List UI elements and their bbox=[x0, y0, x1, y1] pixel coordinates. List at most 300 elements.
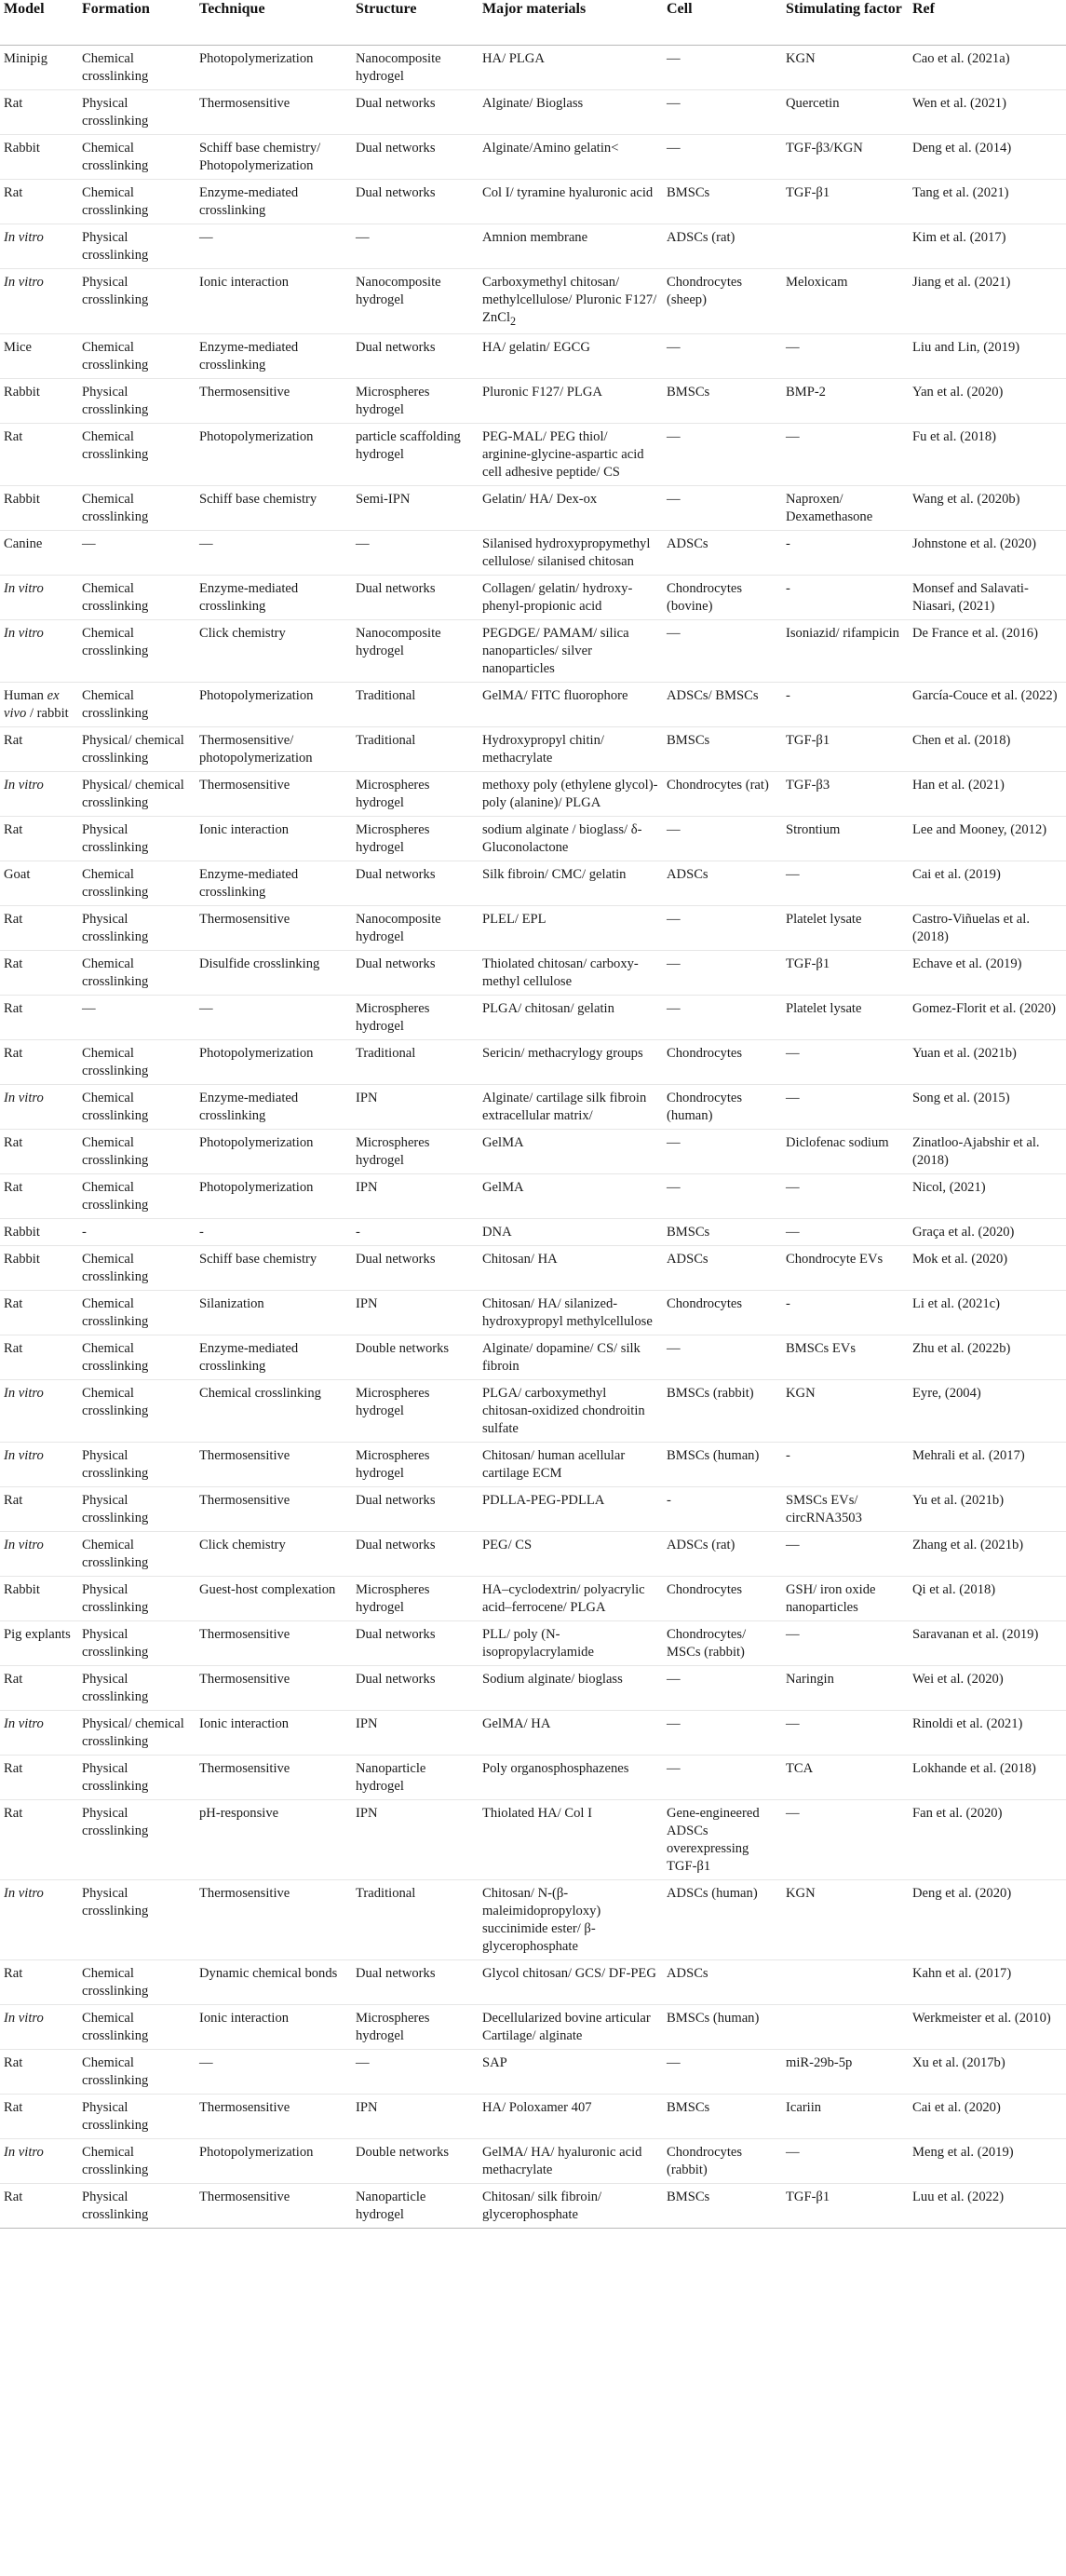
technique-cell: Thermosensitive bbox=[196, 2184, 352, 2229]
stimulating-factor-cell: — bbox=[782, 1532, 909, 1577]
structure-cell: IPN bbox=[352, 1291, 479, 1335]
model-cell: Rat bbox=[0, 1800, 78, 1880]
table-row bbox=[0, 1291, 1066, 1335]
technique-cell: Click chemistry bbox=[196, 620, 352, 683]
table-row bbox=[0, 906, 1066, 951]
stimulating-factor-cell: Diclofenac sodium bbox=[782, 1130, 909, 1174]
table-row bbox=[0, 772, 1066, 817]
technique-cell: Photopolymerization bbox=[196, 683, 352, 727]
table-row bbox=[0, 996, 1066, 1040]
stimulating-factor-cell: KGN bbox=[782, 1880, 909, 1960]
table-row bbox=[0, 379, 1066, 424]
stimulating-factor-cell: Chondrocyte EVs bbox=[782, 1246, 909, 1291]
model-cell: Canine bbox=[0, 531, 78, 576]
model-cell: In vitro bbox=[0, 2005, 78, 2050]
model-cell: Rat bbox=[0, 1130, 78, 1174]
stimulating-factor-cell: Isoniazid/ rifampicin bbox=[782, 620, 909, 683]
stimulating-factor-cell: KGN bbox=[782, 1380, 909, 1443]
ref-cell: Graça et al. (2020) bbox=[909, 1219, 1066, 1246]
technique-cell: Photopolymerization bbox=[196, 1130, 352, 1174]
table-row bbox=[0, 531, 1066, 576]
formation-cell: Chemical crosslinking bbox=[78, 1174, 196, 1219]
ref-cell: Rinoldi et al. (2021) bbox=[909, 1711, 1066, 1756]
cell-type-cell: ADSCs bbox=[663, 531, 782, 576]
cell-type-cell: — bbox=[663, 2050, 782, 2095]
model-cell: Rat bbox=[0, 951, 78, 996]
formation-cell: Chemical crosslinking bbox=[78, 2050, 196, 2095]
structure-cell: Dual networks bbox=[352, 1621, 479, 1666]
table-row bbox=[0, 1335, 1066, 1380]
formation-cell: Physical crosslinking bbox=[78, 2184, 196, 2229]
cell-type-cell: BMSCs bbox=[663, 179, 782, 224]
table-row bbox=[0, 1711, 1066, 1756]
materials-cell: Alginate/ dopamine/ CS/ silk fibroin bbox=[479, 1335, 663, 1380]
ref-cell: Johnstone et al. (2020) bbox=[909, 531, 1066, 576]
formation-cell: — bbox=[78, 996, 196, 1040]
technique-cell: Click chemistry bbox=[196, 1532, 352, 1577]
cell-type-cell: Chondrocytes bbox=[663, 1291, 782, 1335]
technique-cell: Enzyme-mediated crosslinking bbox=[196, 1085, 352, 1130]
ref-cell: Jiang et al. (2021) bbox=[909, 268, 1066, 334]
formation-cell: Chemical crosslinking bbox=[78, 1335, 196, 1380]
table-row bbox=[0, 727, 1066, 772]
materials-cell: Chitosan/ human acellular cartilage ECM bbox=[479, 1443, 663, 1487]
ref-cell: Mehrali et al. (2017) bbox=[909, 1443, 1066, 1487]
technique-cell: Schiff base chemistry bbox=[196, 486, 352, 531]
table-row bbox=[0, 683, 1066, 727]
table-row bbox=[0, 576, 1066, 620]
structure-cell: Microspheres hydrogel bbox=[352, 2005, 479, 2050]
structure-cell: Double networks bbox=[352, 2139, 479, 2184]
table-row bbox=[0, 1800, 1066, 1880]
model-cell: In vitro bbox=[0, 224, 78, 268]
technique-cell: Thermosensitive bbox=[196, 1880, 352, 1960]
ref-cell: Deng et al. (2014) bbox=[909, 134, 1066, 179]
model-cell: In vitro bbox=[0, 1443, 78, 1487]
ref-cell: Han et al. (2021) bbox=[909, 772, 1066, 817]
stimulating-factor-cell: BMP-2 bbox=[782, 379, 909, 424]
model-cell: Rabbit bbox=[0, 1219, 78, 1246]
model-cell: Rat bbox=[0, 1174, 78, 1219]
ref-cell: Yu et al. (2021b) bbox=[909, 1487, 1066, 1532]
materials-cell: Carboxymethyl chitosan/ methylcellulose/ Pluronic F127/ ZnCl$_2$ bbox=[479, 268, 663, 334]
structure-cell: Microspheres hydrogel bbox=[352, 772, 479, 817]
structure-cell: IPN bbox=[352, 2095, 479, 2139]
technique-cell: — bbox=[196, 531, 352, 576]
technique-cell: Schiff base chemistry/ Photopolymerization bbox=[196, 134, 352, 179]
structure-cell: Microspheres hydrogel bbox=[352, 996, 479, 1040]
ref-cell: Castro-Viñuelas et al. (2018) bbox=[909, 906, 1066, 951]
technique-cell: Thermosensitive bbox=[196, 906, 352, 951]
table-row bbox=[0, 134, 1066, 179]
formation-cell: Chemical crosslinking bbox=[78, 134, 196, 179]
materials-cell: Sodium alginate/ bioglass bbox=[479, 1666, 663, 1711]
formation-cell: — bbox=[78, 531, 196, 576]
model-cell: In vitro bbox=[0, 1532, 78, 1577]
structure-cell: Dual networks bbox=[352, 951, 479, 996]
structure-cell: IPN bbox=[352, 1800, 479, 1880]
table-row bbox=[0, 1756, 1066, 1800]
formation-cell: Physical crosslinking bbox=[78, 1621, 196, 1666]
structure-cell: Microspheres hydrogel bbox=[352, 1380, 479, 1443]
cell-type-cell: — bbox=[663, 334, 782, 379]
cell-type-cell: — bbox=[663, 817, 782, 861]
cell-type-cell: — bbox=[663, 1711, 782, 1756]
technique-cell: Ionic interaction bbox=[196, 1711, 352, 1756]
ref-cell: Wen et al. (2021) bbox=[909, 89, 1066, 134]
header-cell: Cell bbox=[663, 0, 782, 45]
materials-cell: Collagen/ gelatin/ hydroxy-phenyl-propionic acid bbox=[479, 576, 663, 620]
materials-cell: PDLLA-PEG-PDLLA bbox=[479, 1487, 663, 1532]
cell-type-cell: — bbox=[663, 996, 782, 1040]
formation-cell: Physical/ chemical crosslinking bbox=[78, 1711, 196, 1756]
stimulating-factor-cell: TGF-β3 bbox=[782, 772, 909, 817]
ref-cell: Eyre, (2004) bbox=[909, 1380, 1066, 1443]
table-row bbox=[0, 45, 1066, 89]
technique-cell: pH-responsive bbox=[196, 1800, 352, 1880]
header-stimulating-factor: Stimulating factor bbox=[782, 0, 909, 45]
stimulating-factor-cell: TGF-β1 bbox=[782, 727, 909, 772]
ref-cell: Lokhande et al. (2018) bbox=[909, 1756, 1066, 1800]
structure-cell: Dual networks bbox=[352, 89, 479, 134]
stimulating-factor-cell: KGN bbox=[786, 50, 816, 66]
technique-cell: Dynamic chemical bonds bbox=[196, 1960, 352, 2005]
formation-cell: Chemical crosslinking bbox=[82, 50, 149, 84]
model-cell: Rat bbox=[0, 1040, 78, 1085]
formation-cell: Chemical crosslinking bbox=[78, 334, 196, 379]
header-ref: Ref bbox=[909, 0, 1066, 45]
ref-cell: Wei et al. (2020) bbox=[909, 1666, 1066, 1711]
table-row bbox=[0, 2050, 1066, 2095]
cell-type-cell: Chondrocytes (bovine) bbox=[663, 576, 782, 620]
structure-cell: Microspheres hydrogel bbox=[352, 1443, 479, 1487]
stimulating-factor-cell: Quercetin bbox=[782, 89, 909, 134]
materials-cell: Poly organosphosphazenes bbox=[479, 1756, 663, 1800]
ref-cell: Xu et al. (2017b) bbox=[909, 2050, 1066, 2095]
formation-cell: Physical crosslinking bbox=[78, 2095, 196, 2139]
structure-cell: Nanoparticle hydrogel bbox=[352, 1756, 479, 1800]
materials-cell: PEG/ CS bbox=[479, 1532, 663, 1577]
table-row bbox=[0, 486, 1066, 531]
stimulating-factor-cell: — bbox=[782, 861, 909, 906]
model-cell: In vitro bbox=[0, 1711, 78, 1756]
structure-cell: Dual networks bbox=[352, 576, 479, 620]
stimulating-factor-cell: — bbox=[782, 1085, 909, 1130]
table-row bbox=[0, 1130, 1066, 1174]
formation-cell: Chemical crosslinking bbox=[78, 486, 196, 531]
formation-cell: Physical crosslinking bbox=[78, 89, 196, 134]
technique-cell: Enzyme-mediated crosslinking bbox=[196, 1335, 352, 1380]
ref-cell: Qi et al. (2018) bbox=[909, 1577, 1066, 1621]
table-row bbox=[0, 424, 1066, 486]
technique-cell: Enzyme-mediated crosslinking bbox=[196, 576, 352, 620]
stimulating-factor-cell: SMSCs EVs/ circRNA3503 bbox=[782, 1487, 909, 1532]
structure-cell: — bbox=[352, 224, 479, 268]
cell-type-cell: — bbox=[663, 134, 782, 179]
stimulating-factor-cell: Platelet lysate bbox=[782, 996, 909, 1040]
materials-cell: GelMA/ HA bbox=[479, 1711, 663, 1756]
structure-cell: Nanocomposite hydrogel bbox=[352, 620, 479, 683]
table-row bbox=[0, 334, 1066, 379]
model-cell: Rat bbox=[0, 424, 78, 486]
ref-cell: Deng et al. (2020) bbox=[909, 1880, 1066, 1960]
formation-cell: Chemical crosslinking bbox=[78, 179, 196, 224]
formation-cell: Chemical crosslinking bbox=[78, 1380, 196, 1443]
materials-cell: HA/ PLGA bbox=[482, 50, 545, 66]
cell-type-cell: ADSCs bbox=[663, 1960, 782, 2005]
stimulating-factor-cell bbox=[782, 224, 909, 268]
model-cell: In vitro bbox=[0, 2139, 78, 2184]
ref-cell: Liu and Lin, (2019) bbox=[909, 334, 1066, 379]
ref-cell: Saravanan et al. (2019) bbox=[909, 1621, 1066, 1666]
structure-cell: IPN bbox=[352, 1085, 479, 1130]
formation-cell: Physical/ chemical crosslinking bbox=[78, 772, 196, 817]
cell-type-cell: — bbox=[663, 1756, 782, 1800]
model-cell: Rat bbox=[0, 1666, 78, 1711]
header-formation: Formation bbox=[78, 0, 196, 45]
structure-cell: Dual networks bbox=[352, 1532, 479, 1577]
materials-cell: Gelatin/ HA/ Dex-ox bbox=[479, 486, 663, 531]
materials-cell: PLEL/ EPL bbox=[479, 906, 663, 951]
stimulating-factor-cell: - bbox=[782, 576, 909, 620]
formation-cell: Physical crosslinking bbox=[78, 1487, 196, 1532]
materials-cell: GelMA/ HA/ hyaluronic acid methacrylate bbox=[479, 2139, 663, 2184]
table-row bbox=[0, 2005, 1066, 2050]
ref-cell: Li et al. (2021c) bbox=[909, 1291, 1066, 1335]
structure-cell: Dual networks bbox=[352, 1246, 479, 1291]
table-row bbox=[0, 89, 1066, 134]
table-row bbox=[0, 1174, 1066, 1219]
technique-cell: Thermosensitive/ photopolymerization bbox=[196, 727, 352, 772]
structure-cell: Semi-IPN bbox=[352, 486, 479, 531]
ref-cell: Luu et al. (2022) bbox=[909, 2184, 1066, 2229]
materials-cell: PLGA/ carboxymethyl chitosan-oxidized chondroitin sulfate bbox=[479, 1380, 663, 1443]
materials-cell: Decellularized bovine articular Cartilage/ alginate bbox=[479, 2005, 663, 2050]
technique-cell: Photopolymerization bbox=[199, 50, 314, 66]
cell-type-cell: BMSCs bbox=[663, 379, 782, 424]
ref-cell: Meng et al. (2019) bbox=[909, 2139, 1066, 2184]
table-row bbox=[0, 224, 1066, 268]
formation-cell: Chemical crosslinking bbox=[78, 1085, 196, 1130]
ref-cell: Tang et al. (2021) bbox=[909, 179, 1066, 224]
materials-cell: SAP bbox=[479, 2050, 663, 2095]
table-row bbox=[0, 1880, 1066, 1960]
stimulating-factor-cell: - bbox=[782, 1291, 909, 1335]
table-row bbox=[0, 1246, 1066, 1291]
structure-cell: IPN bbox=[352, 1174, 479, 1219]
formation-cell: Physical crosslinking bbox=[78, 1577, 196, 1621]
technique-cell: Photopolymerization bbox=[196, 424, 352, 486]
technique-cell: Ionic interaction bbox=[196, 2005, 352, 2050]
cell-type-cell: Chondrocytes (sheep) bbox=[663, 268, 782, 334]
materials-cell: Silk fibroin/ CMC/ gelatin bbox=[479, 861, 663, 906]
model-cell: Human ex vivo / rabbit bbox=[0, 683, 78, 727]
cell-type-cell: — bbox=[667, 50, 681, 66]
technique-cell: Disulfide crosslinking bbox=[196, 951, 352, 996]
formation-cell: Chemical crosslinking bbox=[78, 620, 196, 683]
formation-cell: Chemical crosslinking bbox=[78, 683, 196, 727]
table-row bbox=[0, 1040, 1066, 1085]
table-row bbox=[0, 817, 1066, 861]
cell-type-cell: — bbox=[663, 620, 782, 683]
technique-cell: Thermosensitive bbox=[196, 1443, 352, 1487]
model-cell: In vitro bbox=[0, 1085, 78, 1130]
materials-cell: Chitosan/ HA bbox=[479, 1246, 663, 1291]
ref-cell: Zhang et al. (2021b) bbox=[909, 1532, 1066, 1577]
model-cell: Rabbit bbox=[0, 1246, 78, 1291]
stimulating-factor-cell: — bbox=[782, 1711, 909, 1756]
ref-cell: Lee and Mooney, (2012) bbox=[909, 817, 1066, 861]
model-cell: Rabbit bbox=[0, 1577, 78, 1621]
stimulating-factor-cell: TGF-β1 bbox=[782, 951, 909, 996]
formation-cell: Chemical crosslinking bbox=[78, 861, 196, 906]
technique-cell: Enzyme-mediated crosslinking bbox=[196, 179, 352, 224]
structure-cell: Double networks bbox=[352, 1335, 479, 1380]
technique-cell: Thermosensitive bbox=[196, 1621, 352, 1666]
stimulating-factor-cell: Naringin bbox=[782, 1666, 909, 1711]
structure-cell: Dual networks bbox=[352, 1960, 479, 2005]
materials-cell: sodium alginate / bioglass/ δ-Gluconolactone bbox=[479, 817, 663, 861]
materials-cell: Thiolated chitosan/ carboxy-methyl cellulose bbox=[479, 951, 663, 996]
formation-cell: Physical crosslinking bbox=[78, 906, 196, 951]
model-cell: Rabbit bbox=[0, 379, 78, 424]
stimulating-factor-cell: — bbox=[782, 424, 909, 486]
model-cell: In vitro bbox=[0, 620, 78, 683]
materials-cell: Alginate/ Bioglass bbox=[479, 89, 663, 134]
formation-cell: Chemical crosslinking bbox=[78, 1246, 196, 1291]
ref-cell: Cao et al. (2021a) bbox=[912, 50, 1010, 66]
model-cell: In vitro bbox=[0, 1380, 78, 1443]
formation-cell: Physical crosslinking bbox=[78, 817, 196, 861]
stimulating-factor-cell: TCA bbox=[782, 1756, 909, 1800]
materials-cell: Col I/ tyramine hyaluronic acid bbox=[479, 179, 663, 224]
stimulating-factor-cell: Strontium bbox=[782, 817, 909, 861]
formation-cell: Chemical crosslinking bbox=[78, 1532, 196, 1577]
model-cell: Rat bbox=[0, 817, 78, 861]
cell-type-cell: ADSCs bbox=[663, 1246, 782, 1291]
model-cell: Pig explants bbox=[0, 1621, 78, 1666]
cell-type-cell: BMSCs bbox=[663, 2184, 782, 2229]
formation-cell: Physical crosslinking bbox=[78, 224, 196, 268]
model-cell: Rat bbox=[0, 179, 78, 224]
formation-cell: Physical crosslinking bbox=[78, 268, 196, 334]
technique-cell: Ionic interaction bbox=[196, 817, 352, 861]
cell-type-cell: Chondrocytes bbox=[663, 1040, 782, 1085]
ref-cell: Wang et al. (2020b) bbox=[909, 486, 1066, 531]
technique-cell: Thermosensitive bbox=[196, 1487, 352, 1532]
materials-cell: Glycol chitosan/ GCS/ DF-PEG bbox=[479, 1960, 663, 2005]
structure-cell: Traditional bbox=[352, 1040, 479, 1085]
materials-cell: Chitosan/ silk fibroin/ glycerophosphate bbox=[479, 2184, 663, 2229]
ref-cell: Zhu et al. (2022b) bbox=[909, 1335, 1066, 1380]
subscript: 2 bbox=[510, 314, 517, 328]
stimulating-factor-cell bbox=[782, 1960, 909, 2005]
model-cell: Minipig bbox=[4, 50, 48, 66]
stimulating-factor-cell: - bbox=[782, 1443, 909, 1487]
cell-type-cell: — bbox=[663, 89, 782, 134]
cell-type-cell: ADSCs/ BMSCs bbox=[663, 683, 782, 727]
stimulating-factor-cell: TGF-β1 bbox=[782, 179, 909, 224]
technique-cell: Photopolymerization bbox=[196, 2139, 352, 2184]
table-row bbox=[0, 1960, 1066, 2005]
materials-cell: Chitosan/ HA/ silanized-hydroxypropyl methylcellulose bbox=[479, 1291, 663, 1335]
structure-cell: Dual networks bbox=[352, 1666, 479, 1711]
stimulating-factor-cell: - bbox=[782, 531, 909, 576]
technique-cell: — bbox=[196, 224, 352, 268]
cell-type-cell: BMSCs (human) bbox=[663, 1443, 782, 1487]
structure-cell: Nanoparticle hydrogel bbox=[352, 2184, 479, 2229]
structure-cell: Microspheres hydrogel bbox=[352, 817, 479, 861]
ref-cell: Yuan et al. (2021b) bbox=[909, 1040, 1066, 1085]
cell-type-cell: Gene-engineered ADSCs overexpressing TGF-β1 bbox=[663, 1800, 782, 1880]
table-row bbox=[0, 1666, 1066, 1711]
structure-cell: particle scaffolding hydrogel bbox=[352, 424, 479, 486]
table-row bbox=[0, 268, 1066, 334]
table-row bbox=[0, 2139, 1066, 2184]
table-row bbox=[0, 1487, 1066, 1532]
table-row bbox=[0, 1085, 1066, 1130]
technique-cell: Thermosensitive bbox=[196, 1666, 352, 1711]
technique-cell: Thermosensitive bbox=[196, 379, 352, 424]
technique-cell: Thermosensitive bbox=[196, 2095, 352, 2139]
materials-cell: HA–cyclodextrin/ polyacrylic acid–ferrocene/ PLGA bbox=[479, 1577, 663, 1621]
formation-cell: Chemical crosslinking bbox=[78, 1130, 196, 1174]
formation-cell: Chemical crosslinking bbox=[78, 1040, 196, 1085]
ref-cell: Monsef and Salavati-Niasari, (2021) bbox=[909, 576, 1066, 620]
model-cell: In vitro bbox=[0, 268, 78, 334]
cell-type-cell: Chondrocytes bbox=[663, 1577, 782, 1621]
materials-cell: Amnion membrane bbox=[479, 224, 663, 268]
stimulating-factor-cell: — bbox=[782, 2139, 909, 2184]
stimulating-factor-cell bbox=[782, 2005, 909, 2050]
cell-type-cell: — bbox=[663, 1130, 782, 1174]
table-row bbox=[0, 620, 1066, 683]
technique-cell: Thermosensitive bbox=[196, 772, 352, 817]
structure-cell: Dual networks bbox=[352, 1487, 479, 1532]
ref-cell: Zinatloo-Ajabshir et al. (2018) bbox=[909, 1130, 1066, 1174]
technique-cell: - bbox=[196, 1219, 352, 1246]
structure-cell: Microspheres hydrogel bbox=[352, 379, 479, 424]
technique-cell: — bbox=[196, 2050, 352, 2095]
header-major-materials: Major materials bbox=[479, 0, 663, 45]
structure-cell: Traditional bbox=[352, 727, 479, 772]
structure-cell: Nanocomposite hydrogel bbox=[352, 268, 479, 334]
model-cell: Rat bbox=[0, 2095, 78, 2139]
materials-cell: PLL/ poly (N-isopropylacrylamide bbox=[479, 1621, 663, 1666]
stimulating-factor-cell: — bbox=[782, 334, 909, 379]
model-cell: Rat bbox=[0, 2184, 78, 2229]
table-row bbox=[0, 1621, 1066, 1666]
ref-cell: García-Couce et al. (2022) bbox=[909, 683, 1066, 727]
table-row bbox=[0, 179, 1066, 224]
formation-cell: Chemical crosslinking bbox=[78, 2005, 196, 2050]
stimulating-factor-cell: Platelet lysate bbox=[782, 906, 909, 951]
formation-cell: Physical crosslinking bbox=[78, 1666, 196, 1711]
stimulating-factor-cell: TGF-β1 bbox=[782, 2184, 909, 2229]
technique-cell: Guest-host complexation bbox=[196, 1577, 352, 1621]
ref-cell: Fu et al. (2018) bbox=[909, 424, 1066, 486]
structure-cell: Traditional bbox=[352, 683, 479, 727]
cell-type-cell: BMSCs bbox=[663, 2095, 782, 2139]
cell-type-cell: — bbox=[663, 906, 782, 951]
cell-type-cell: BMSCs bbox=[663, 727, 782, 772]
stimulating-factor-cell: Naproxen/ Dexamethasone bbox=[782, 486, 909, 531]
technique-cell: Enzyme-mediated crosslinking bbox=[196, 861, 352, 906]
ref-cell: Kim et al. (2017) bbox=[909, 224, 1066, 268]
ref-cell: Nicol, (2021) bbox=[909, 1174, 1066, 1219]
cell-type-cell: - bbox=[663, 1487, 782, 1532]
technique-cell: Thermosensitive bbox=[196, 1756, 352, 1800]
